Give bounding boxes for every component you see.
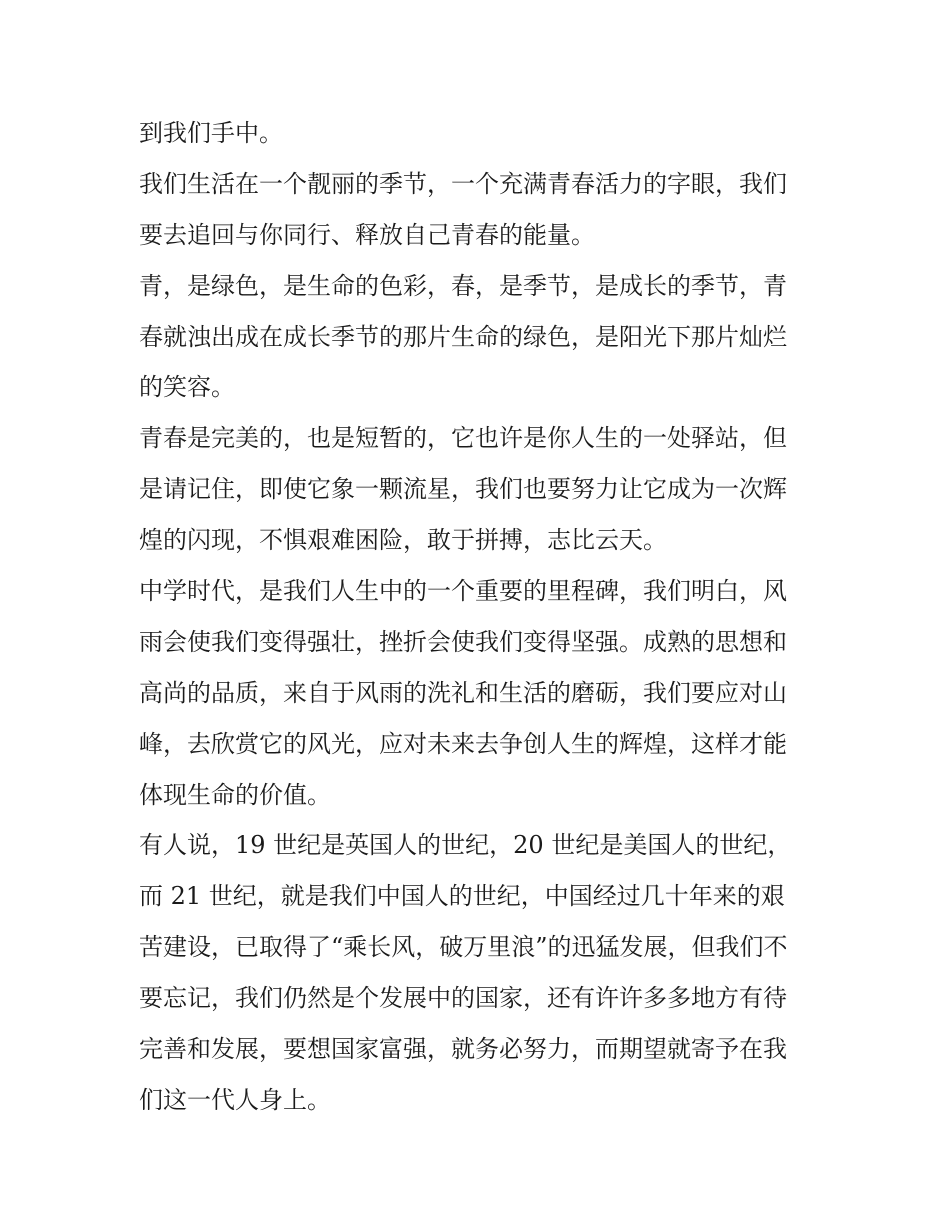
text-line: 是请记住，即使它象一颗流星，我们也要努力让它成为一次辉	[139, 475, 787, 504]
text-line: 中学时代，是我们人生中的一个重要的里程碑，我们明白，风	[139, 577, 787, 606]
text-line: 青，是绿色，是生命的色彩，春，是季节，是成长的季节，青	[139, 271, 787, 300]
text-line: 们这一代人身上。	[139, 1085, 331, 1114]
text-line: 到我们手中。	[139, 119, 283, 147]
text-line: 的笑容。	[139, 373, 235, 402]
text-line: 而 21 世纪，就是我们中国人的世纪，中国经过几十年来的艰	[139, 882, 785, 911]
text-line: 煌的闪现，不惧艰难困险，敢于拼搏，志比云天。	[139, 526, 667, 555]
text-line: 峰，去欣赏它的风光，应对未来去争创人生的辉煌，这样才能	[139, 729, 787, 758]
document-body	[139, 108, 815, 1126]
text-line: 要忘记，我们仍然是个发展中的国家，还有许许多多地方有待	[139, 984, 787, 1013]
text-line: 完善和发展，要想国家富强，就务必努力，而期望就寄予在我	[139, 1035, 787, 1064]
text-line: 苦建设，已取得了“乘长风，破万里浪”的迅猛发展，但我们不	[139, 933, 788, 962]
text-line: 春就浊出成在成长季节的那片生命的绿色，是阳光下那片灿烂	[139, 322, 787, 351]
text-line: 有人说，19 世纪是英国人的世纪，20 世纪是美国人的世纪，	[139, 831, 792, 860]
text-line: 雨会使我们变得强壮，挫折会使我们变得坚强。成熟的思想和	[139, 627, 787, 656]
text-line: 高尚的品质，来自于风雨的洗礼和生活的磨砺，我们要应对山	[139, 678, 787, 707]
text-line: 我们生活在一个靓丽的季节，一个充满青春活力的字眼，我们	[139, 169, 787, 198]
text-line: 青春是完美的，也是短暂的，它也许是你人生的一处驿站，但	[139, 424, 787, 453]
text-line: 要去追回与你同行、释放自己青春的能量。	[139, 220, 595, 249]
text-line: 体现生命的价值。	[139, 780, 331, 809]
